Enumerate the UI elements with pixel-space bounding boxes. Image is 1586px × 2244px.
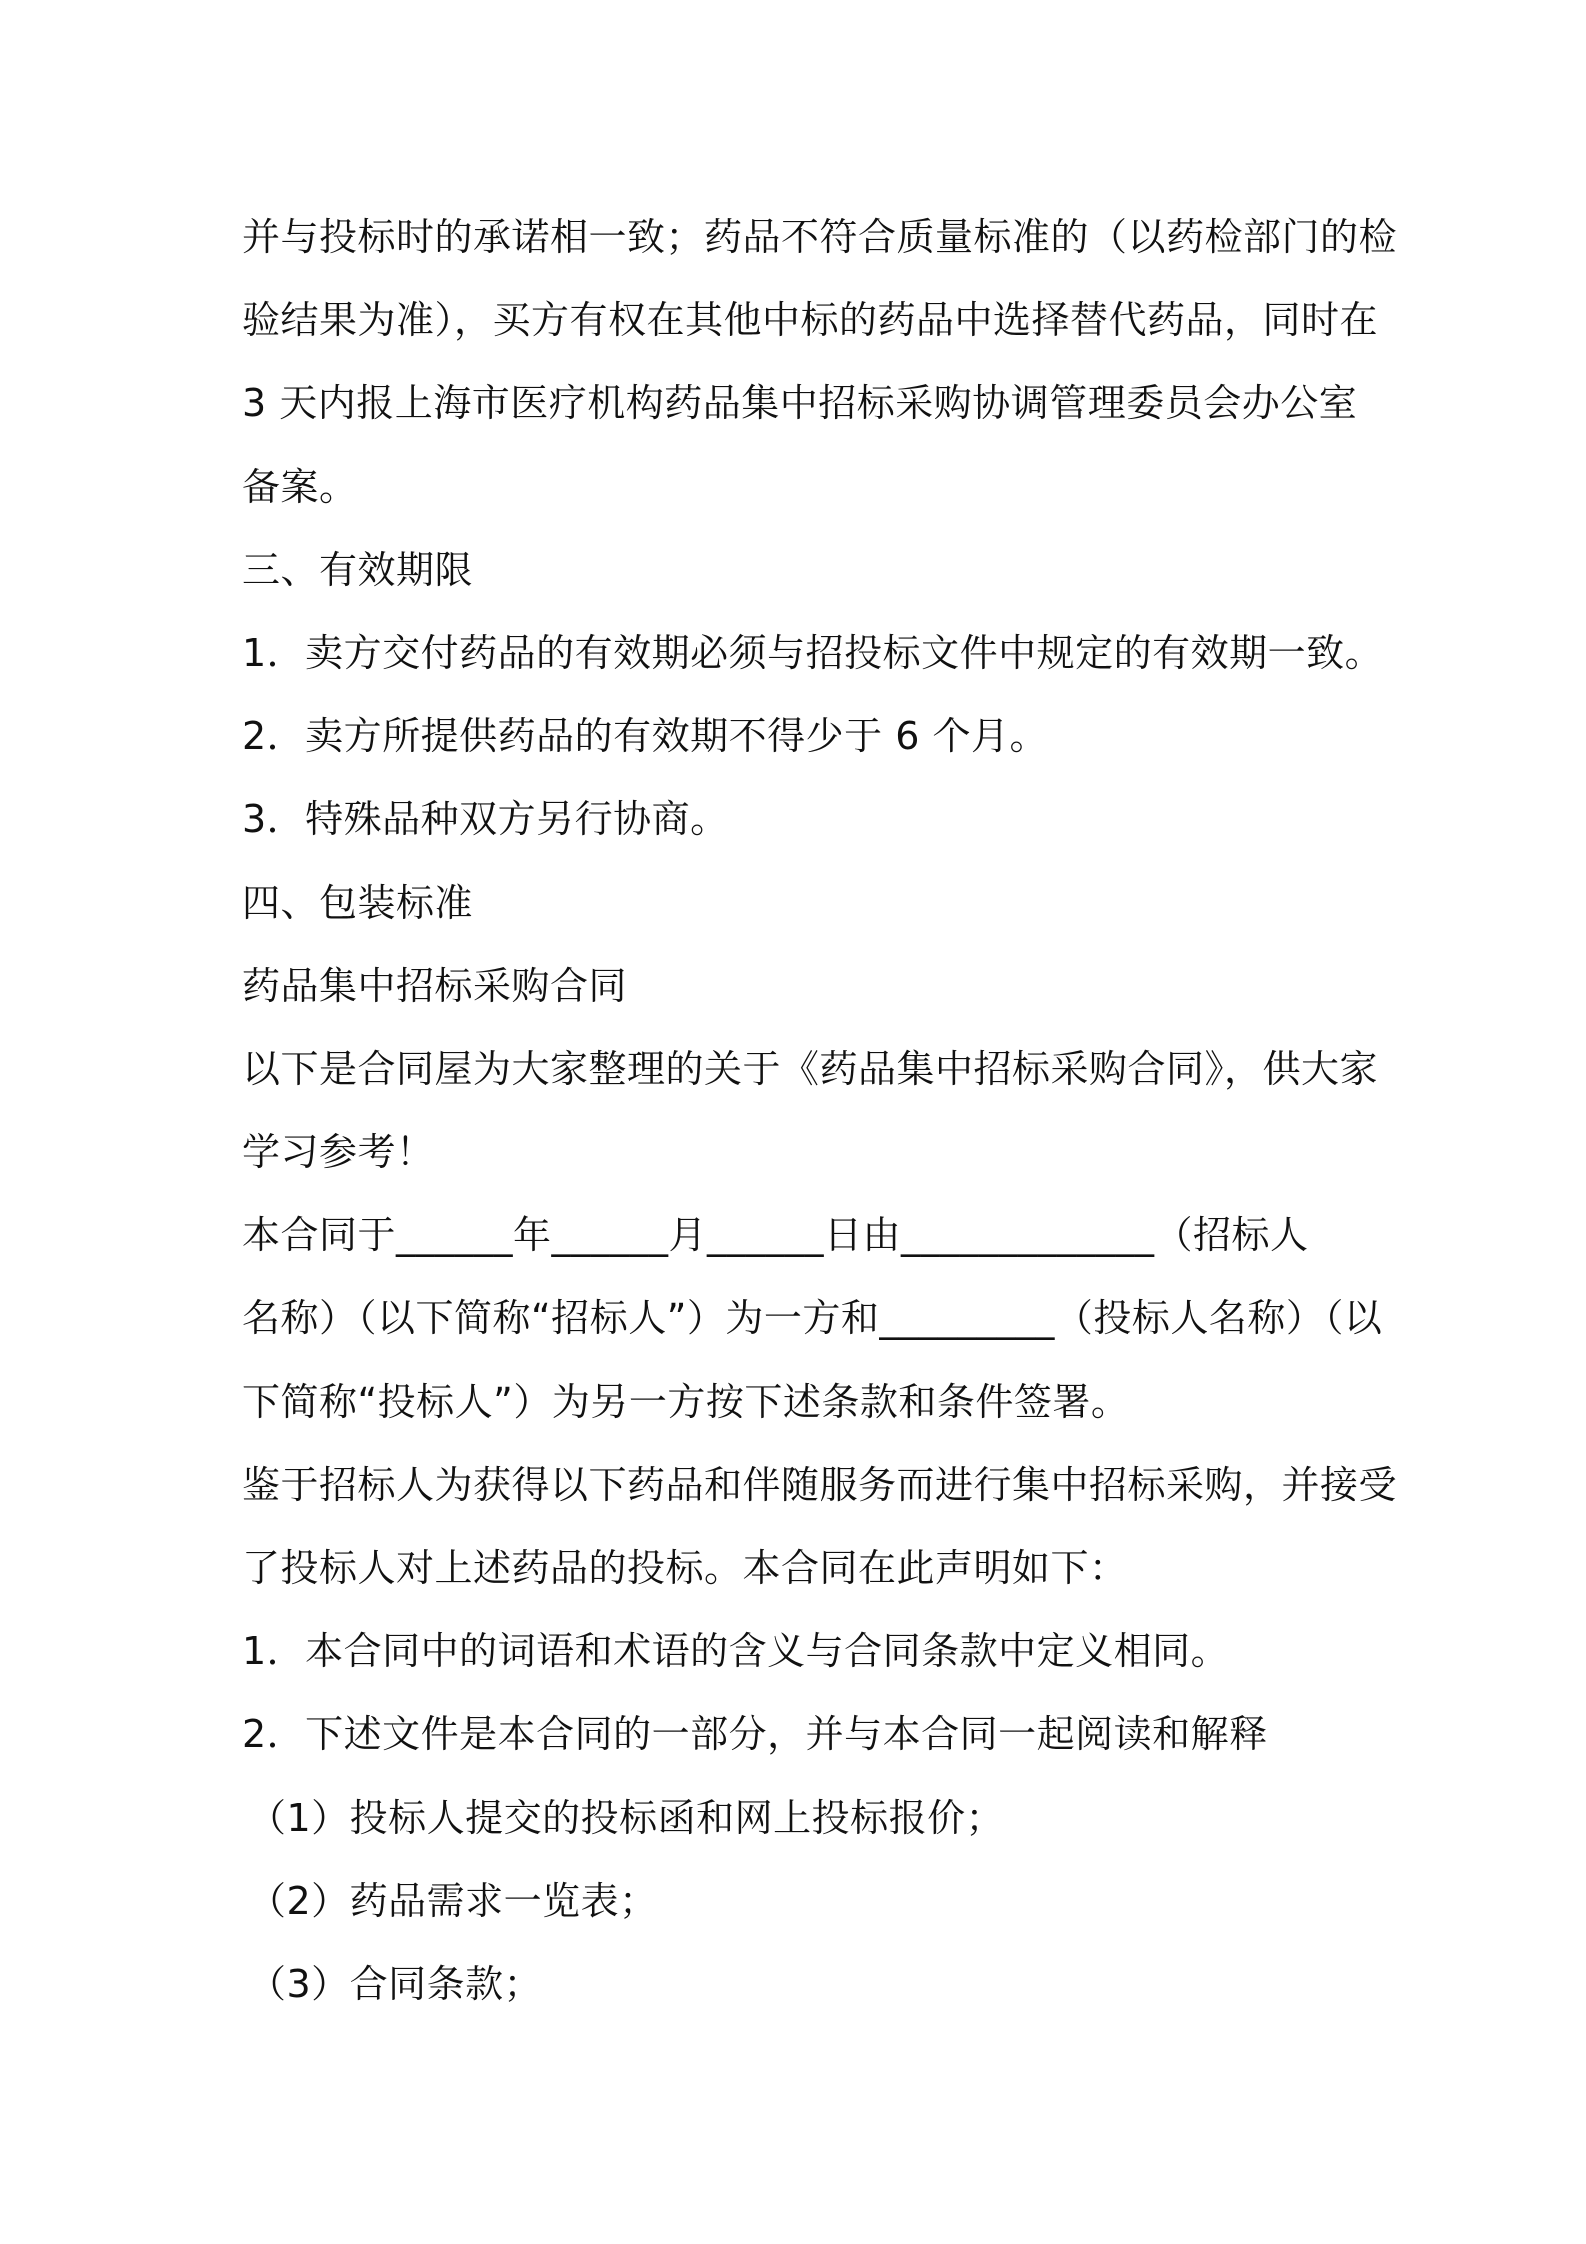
paragraph-line: 以下是合同屋为大家整理的关于《药品集中招标采购合同》，供大家	[242, 1046, 1379, 1091]
section-heading: 四、包装标准	[242, 880, 474, 925]
list-item: 1．卖方交付药品的有效期必须与招投标文件中规定的有效期一致。	[242, 630, 1384, 675]
paragraph-line: 验结果为准），买方有权在其他中标的药品中选择替代药品，同时在	[242, 298, 1379, 343]
document-body	[242, 196, 1398, 2026]
section-heading: 三、有效期限	[242, 547, 474, 592]
paragraph-line: 学习参考！	[242, 1130, 435, 1175]
paragraph-line: 鉴于招标人为获得以下药品和伴随服务而进行集中招标采购，并接受	[242, 1462, 1398, 1507]
list-item: 2．卖方所提供药品的有效期不得少于 6 个月。	[242, 714, 1049, 759]
list-item: 1．本合同中的词语和术语的含义与合同条款中定义相同。	[242, 1629, 1230, 1674]
sub-list-item: （3）合同条款；	[248, 1961, 543, 2006]
paragraph-line: 备案。	[242, 464, 358, 509]
paragraph-line: 下简称“投标人”）为另一方按下述条款和条件签署。	[242, 1379, 1130, 1424]
document-title: 药品集中招标采购合同	[242, 963, 628, 1008]
paragraph-line: 本合同于______年______月______日由_____________（招标人	[242, 1213, 1309, 1258]
paragraph-line: 了投标人对上述药品的投标。本合同在此声明如下：	[242, 1546, 1128, 1590]
paragraph-line: 3 天内报上海市医疗机构药品集中招标采购协调管理委员会办公室	[242, 381, 1358, 426]
sub-list-item: （2）药品需求一览表；	[248, 1878, 658, 1923]
sub-list-item: （1）投标人提交的投标函和网上投标报价；	[248, 1795, 1005, 1840]
paragraph-line: 名称）（以下简称“招标人”）为一方和_________（投标人名称）（以	[242, 1296, 1383, 1341]
list-item: 3．特殊品种双方另行协商。	[242, 797, 729, 842]
paragraph-line: 并与投标时的承诺相一致；药品不符合质量标准的（以药检部门的检	[242, 215, 1398, 259]
list-item: 2．下述文件是本合同的一部分，并与本合同一起阅读和解释	[242, 1712, 1268, 1757]
